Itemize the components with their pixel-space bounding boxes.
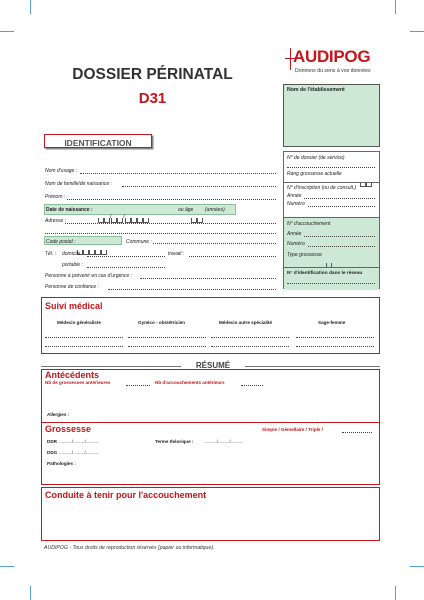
ou-age-label: ou âge bbox=[178, 207, 194, 213]
age-field[interactable] bbox=[191, 205, 203, 223]
portable-label: portable : bbox=[62, 262, 83, 268]
terme-field[interactable]: ........../........./.......... bbox=[204, 439, 244, 444]
crop-mark bbox=[410, 31, 424, 32]
suivi-column: Gynéco - obstétricien bbox=[138, 320, 185, 325]
commune-label: Commune : bbox=[126, 238, 152, 245]
nom-usage-label: Nom d'usage : bbox=[45, 168, 78, 174]
type-grossesse-label: Type grossesse bbox=[287, 251, 322, 258]
code-postal-label: Code postal : bbox=[46, 238, 76, 245]
no-identification-field[interactable] bbox=[287, 283, 375, 284]
rang-label: Rang grossesse actuelle bbox=[287, 171, 342, 177]
suivi-field[interactable] bbox=[45, 337, 123, 338]
suivi-field[interactable] bbox=[128, 346, 206, 347]
ddg-label: DDG bbox=[47, 450, 58, 455]
brand-tagline: Donnons du sens à vos données bbox=[295, 68, 371, 74]
antecedents-box bbox=[41, 369, 380, 485]
no-dossier-label: N° de dossier (de service) bbox=[287, 155, 345, 161]
identification-heading: IDENTIFICATION bbox=[44, 134, 152, 148]
type-grossesse-field[interactable] bbox=[326, 250, 332, 268]
suivi-field[interactable] bbox=[128, 337, 206, 338]
urgence-field[interactable] bbox=[140, 278, 276, 279]
accouchement-section bbox=[284, 218, 379, 267]
suivi-column: Sage-femme bbox=[318, 320, 346, 325]
ddr-field[interactable]: ........../........./.......... bbox=[59, 439, 99, 444]
audipog-logo bbox=[283, 46, 393, 82]
no-dossier-field[interactable] bbox=[287, 167, 375, 168]
page-title: DOSSIER PÉRINATAL bbox=[72, 66, 233, 83]
grossesse-type-label: Simple / Gémellaire / Triple / bbox=[262, 427, 324, 432]
nb-grossesses-label: Nb de grossesses antérieures bbox=[45, 380, 111, 385]
suivi-medical-heading: Suivi médical bbox=[45, 301, 103, 311]
tel-label: Tél. : bbox=[45, 251, 57, 257]
crop-mark bbox=[410, 566, 424, 567]
ddr-label: DDR bbox=[47, 439, 57, 444]
date-naissance-field[interactable]: / / bbox=[98, 205, 149, 223]
rang-field[interactable] bbox=[360, 169, 372, 187]
conduite-heading: Conduite à tenir pour l'accouchement bbox=[45, 490, 207, 500]
confiance-label: Personne de confiance : bbox=[45, 284, 99, 290]
annee-label: Année bbox=[287, 193, 302, 199]
annees-label: (années) bbox=[205, 207, 225, 213]
pathologies-label: Pathologies : bbox=[47, 461, 76, 466]
suivi-field[interactable] bbox=[211, 337, 289, 338]
travail-field[interactable] bbox=[189, 256, 276, 257]
annee2-label: Année bbox=[287, 230, 302, 237]
date-naissance-label: Date de naissance : bbox=[46, 207, 93, 213]
crop-mark bbox=[395, 0, 396, 14]
domicile-label: domicile : bbox=[62, 251, 84, 257]
adresse-field-2[interactable] bbox=[45, 233, 276, 234]
numero-field[interactable] bbox=[308, 206, 375, 207]
nb-accouchements-label: Nb d'accouchements antérieurs bbox=[155, 380, 225, 385]
urgence-label: Personne à prévenir en cas d'urgence : bbox=[45, 273, 133, 279]
commune-field[interactable] bbox=[153, 243, 276, 244]
prenom-field[interactable] bbox=[67, 199, 276, 200]
travail-label: travail : bbox=[168, 251, 185, 257]
grossesse-divider bbox=[41, 422, 380, 423]
suivi-column: Médecin autre spécialité bbox=[219, 320, 273, 325]
grossesse-type-field[interactable] bbox=[342, 432, 372, 433]
suivi-column: Médecin généraliste bbox=[57, 320, 101, 325]
numero2-field[interactable] bbox=[308, 246, 375, 247]
numero2-label: Numéro bbox=[287, 240, 305, 247]
resume-divider-right bbox=[245, 366, 380, 367]
resume-heading: RÉSUMÉ bbox=[195, 361, 231, 370]
nb-grossesses-field[interactable] bbox=[126, 385, 150, 386]
portable-field[interactable] bbox=[87, 267, 165, 268]
dossier-box bbox=[283, 151, 380, 289]
crop-mark bbox=[0, 31, 14, 32]
identification-reseau-section bbox=[284, 268, 379, 290]
nom-famille-label: Nom de famille/de naissance : bbox=[45, 181, 112, 187]
establishment-label: Nom de l'établissement bbox=[287, 87, 345, 93]
no-identification-label: N° d'identification dans le réseau bbox=[287, 270, 363, 276]
antecedents-heading: Antécédents bbox=[45, 370, 100, 380]
annee2-field[interactable] bbox=[304, 236, 375, 237]
domicile-field[interactable] bbox=[87, 256, 165, 257]
nom-famille-field[interactable] bbox=[122, 186, 276, 187]
suivi-field[interactable] bbox=[296, 346, 374, 347]
adresse-label: Adresse : bbox=[45, 218, 67, 224]
nb-accouchements-field[interactable] bbox=[241, 385, 263, 386]
crop-mark bbox=[30, 0, 31, 14]
suivi-field[interactable] bbox=[296, 337, 374, 338]
allergies-label: Allergies : bbox=[47, 412, 70, 417]
no-accouchement-label: N° d'accouchement bbox=[287, 220, 331, 227]
annee-field[interactable] bbox=[304, 198, 375, 199]
nom-usage-field[interactable] bbox=[80, 173, 276, 174]
resume-divider-left bbox=[41, 366, 181, 367]
no-inscription-label: N° d'inscription (ou de consult.) bbox=[287, 185, 357, 191]
document-code: D31 bbox=[138, 90, 167, 107]
terme-label: Terme théorique : bbox=[155, 439, 194, 444]
ddg-field[interactable]: ........../........./.......... bbox=[59, 450, 99, 455]
establishment-box[interactable] bbox=[283, 84, 380, 147]
grossesse-heading: Grossesse bbox=[45, 424, 92, 434]
prenom-label: Prénom : bbox=[45, 194, 66, 200]
adresse-field[interactable] bbox=[65, 223, 276, 224]
confiance-field[interactable] bbox=[108, 289, 276, 290]
footer-copyright: AUDIPOG - Tous droits de reproduction réservés (papier ou informatique). bbox=[44, 545, 215, 551]
suivi-field[interactable] bbox=[45, 346, 123, 347]
crop-mark bbox=[30, 586, 31, 600]
crop-mark bbox=[395, 586, 396, 600]
crop-mark bbox=[0, 566, 14, 567]
suivi-field[interactable] bbox=[211, 346, 289, 347]
numero-label: Numéro bbox=[287, 201, 305, 207]
brand-name: AUDIPOG bbox=[293, 47, 371, 66]
